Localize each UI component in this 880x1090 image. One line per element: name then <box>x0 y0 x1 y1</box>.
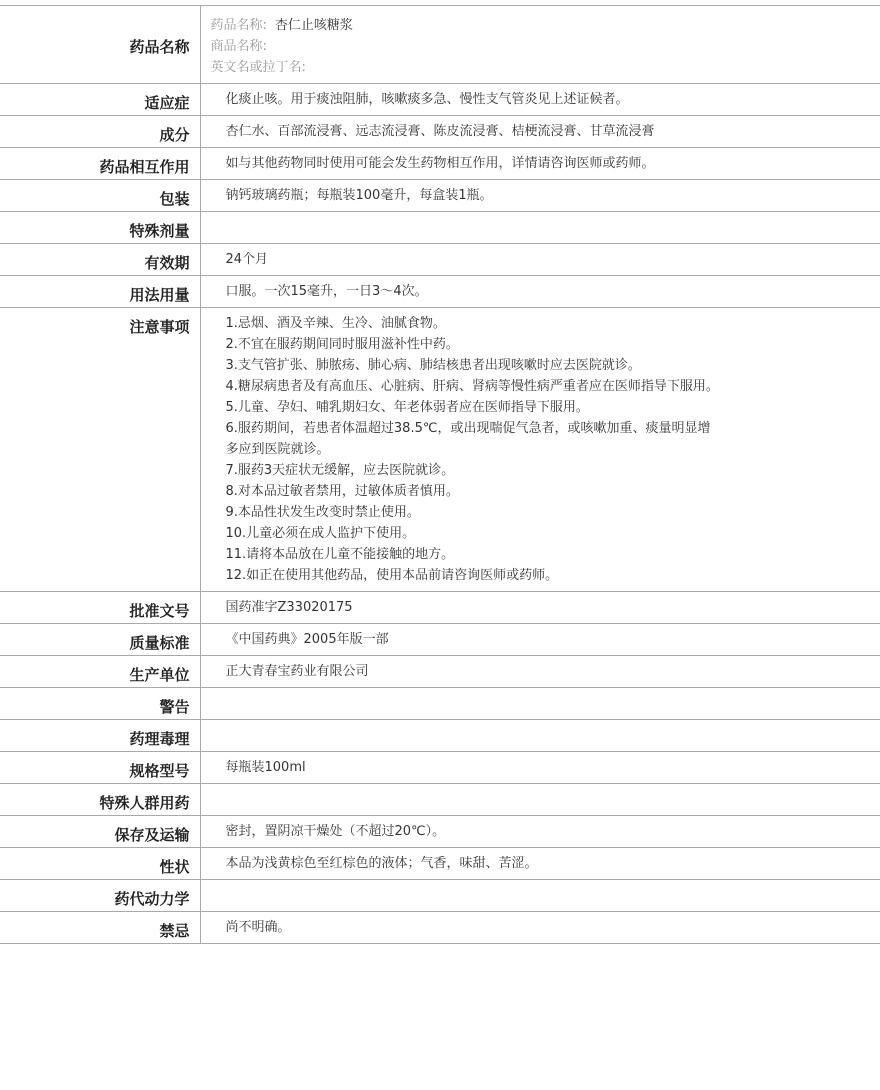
spec-row-label: 规格型号 <box>0 752 200 784</box>
spec-row-text-line: 11.请将本品放在儿童不能接触的地方。 <box>225 547 455 562</box>
spec-row-label: 有效期 <box>0 244 200 276</box>
spec-row <box>0 244 880 276</box>
spec-row-text-line: 12.如正在使用其他药品，使用本品前请咨询医师或药师。 <box>225 568 559 583</box>
spec-row-text-line: 10.儿童必须在成人监护下使用。 <box>225 526 416 541</box>
spec-row <box>0 308 880 592</box>
trade-name-key: 商品名称: <box>210 39 267 54</box>
spec-row-text-line: 尚不明确。 <box>225 920 291 935</box>
spec-row-value <box>200 308 880 592</box>
spec-row-text-line: 杏仁水、百部流浸膏、远志流浸膏、陈皮流浸膏、桔梗流浸膏、甘草流浸膏 <box>225 124 655 139</box>
spec-row-text-line: 多应到医院就诊。 <box>225 442 330 457</box>
generic-name-value: 杏仁止咳糖浆 <box>274 18 353 33</box>
spec-row-label: 批准文号 <box>0 592 200 624</box>
spec-row-label: 特殊人群用药 <box>0 784 200 816</box>
spec-row <box>0 752 880 784</box>
spec-row-value <box>200 592 880 624</box>
spec-row-text-line: 如与其他药物同时使用可能会发生药物相互作用，详情请咨询医师或药师。 <box>225 156 655 171</box>
generic-name-key: 药品名称: <box>210 18 267 33</box>
spec-row-value <box>200 116 880 148</box>
spec-row-label: 注意事项 <box>0 308 200 592</box>
spec-row <box>0 688 880 720</box>
spec-row <box>0 624 880 656</box>
spec-row-text-line: 正大青春宝药业有限公司 <box>225 664 369 679</box>
spec-row-text-line: 《中国药典》2005年版一部 <box>225 632 389 647</box>
spec-row-value <box>200 816 880 848</box>
spec-row <box>0 912 880 944</box>
drug-name-label: 药品名称 <box>0 6 200 84</box>
spec-row-text-line: 7.服药3天症状无缓解，应去医院就诊。 <box>225 463 455 478</box>
spec-row-label: 生产单位 <box>0 656 200 688</box>
spec-row-text-line: 本品为浅黄棕色至红棕色的液体；气香，味甜、苦涩。 <box>225 856 538 871</box>
spec-row-value <box>200 212 880 244</box>
spec-row <box>0 784 880 816</box>
spec-row-label: 性状 <box>0 848 200 880</box>
spec-row-value <box>200 624 880 656</box>
drug-name-cell <box>200 6 880 84</box>
spec-row-label: 警告 <box>0 688 200 720</box>
spec-row-text-line: 密封，置阴凉干燥处（不超过20℃）。 <box>225 824 446 839</box>
spec-row <box>0 84 880 116</box>
spec-row-text-line: 24个月 <box>225 252 269 267</box>
spec-row-value <box>200 244 880 276</box>
spec-row-value <box>200 912 880 944</box>
spec-row-label: 质量标准 <box>0 624 200 656</box>
trade-name-line <box>211 36 871 57</box>
spec-row <box>0 880 880 912</box>
generic-name-line <box>211 15 871 36</box>
spec-row-label: 成分 <box>0 116 200 148</box>
spec-row-text-line: 8.对本品过敏者禁用，过敏体质者慎用。 <box>225 484 459 499</box>
spec-row-label: 药代动力学 <box>0 880 200 912</box>
spec-row-label: 包装 <box>0 180 200 212</box>
spec-row-value <box>200 784 880 816</box>
spec-row-label: 保存及运输 <box>0 816 200 848</box>
spec-row-value <box>200 752 880 784</box>
spec-row-value <box>200 180 880 212</box>
spec-row-text-line: 钠钙玻璃药瓶；每瓶装100毫升，每盒装1瓶。 <box>225 188 493 203</box>
spec-row-text-line: 9.本品性状发生改变时禁止使用。 <box>225 505 420 520</box>
spec-row-text-line: 每瓶装100ml <box>225 760 306 775</box>
spec-row-label: 药理毒理 <box>0 720 200 752</box>
drug-spec-table-body <box>0 6 880 944</box>
spec-row <box>0 148 880 180</box>
spec-row-label: 药品相互作用 <box>0 148 200 180</box>
spec-row-value <box>200 148 880 180</box>
drug-name-row <box>0 6 880 84</box>
spec-row <box>0 212 880 244</box>
spec-row-text-line: 4.糖尿病患者及有高血压、心脏病、肝病、肾病等慢性病严重者应在医师指导下服用。 <box>225 379 719 394</box>
english-name-key: 英文名或拉丁名: <box>210 60 306 75</box>
spec-row <box>0 116 880 148</box>
spec-row-value <box>200 84 880 116</box>
spec-row <box>0 720 880 752</box>
spec-row-value <box>200 720 880 752</box>
spec-row-value <box>200 848 880 880</box>
spec-row-label: 适应症 <box>0 84 200 116</box>
spec-row-value <box>200 276 880 308</box>
spec-row-value <box>200 880 880 912</box>
spec-row-label: 禁忌 <box>0 912 200 944</box>
spec-row-text-line: 口服。一次15毫升，一日3～4次。 <box>225 284 428 299</box>
spec-row <box>0 848 880 880</box>
spec-row-text-line: 化痰止咳。用于痰浊阻肺，咳嗽痰多急、慢性支气管炎见上述证候者。 <box>225 92 629 107</box>
spec-row-label: 用法用量 <box>0 276 200 308</box>
spec-row-label: 特殊剂量 <box>0 212 200 244</box>
spec-row <box>0 276 880 308</box>
spec-row-value <box>200 688 880 720</box>
spec-row <box>0 592 880 624</box>
spec-row <box>0 816 880 848</box>
spec-row-value <box>200 656 880 688</box>
spec-row-text-line: 2.不宜在服药期间同时服用滋补性中药。 <box>225 337 459 352</box>
english-name-line <box>211 57 871 78</box>
spec-row-text-line: 国药准字Z33020175 <box>225 600 353 615</box>
spec-row-text-line: 6.服药期间，若患者体温超过38.5℃，或出现喘促气急者，或咳嗽加重、痰量明显增 <box>225 421 711 436</box>
spec-row-text-line: 5.儿童、孕妇、哺乳期妇女、年老体弱者应在医师指导下服用。 <box>225 400 589 415</box>
spec-row-text-line: 3.支气管扩张、肺脓疡、肺心病、肺结核患者出现咳嗽时应去医院就诊。 <box>225 358 641 373</box>
spec-row <box>0 656 880 688</box>
spec-row <box>0 180 880 212</box>
spec-row-text-line: 1.忌烟、酒及辛辣、生冷、油腻食物。 <box>225 316 446 331</box>
drug-spec-table <box>0 5 880 944</box>
